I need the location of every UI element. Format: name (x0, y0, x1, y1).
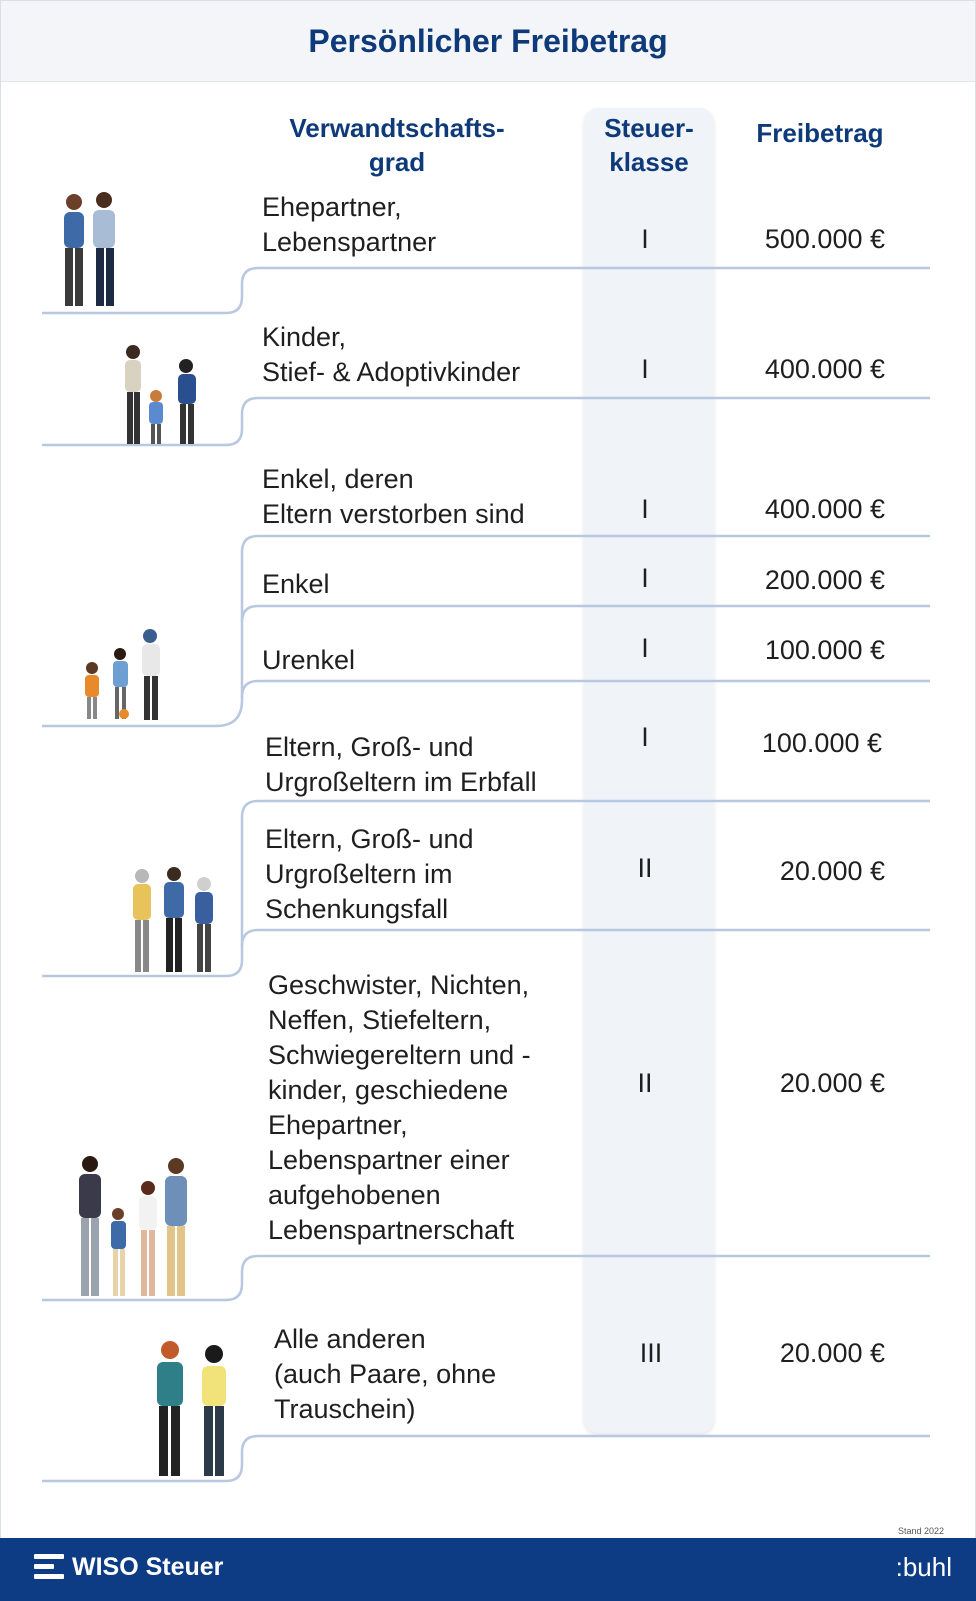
klasse-cell: I (641, 494, 649, 524)
betrag-cell: 20.000 € (779, 1068, 885, 1098)
betrag-cell: 500.000 € (764, 224, 885, 254)
betrag-cell: 100.000 € (761, 728, 882, 758)
wiso-logo-icon (34, 1552, 66, 1582)
relation-cell: Ehepartner, Lebenspartner (262, 192, 437, 257)
stand-note: Stand 2022 (898, 1526, 945, 1536)
page-title: Persönlicher Freibetrag (308, 22, 668, 59)
betrag-cell: 100.000 € (764, 635, 885, 665)
klasse-cell: I (641, 722, 649, 752)
divider-row-5 (242, 681, 930, 697)
divider-row-1 (42, 268, 930, 313)
klasse-cell: I (641, 224, 649, 254)
relation-cell: Enkel, deren Eltern verstorben sind (262, 464, 525, 529)
relation-cell: Geschwister, Nichten, Neffen, Stiefeltern, Schwiegereltern und - kinder, geschiedene Ehepartner, Lebenspartner einer aufgehobenen Lebenspartnerschaft (268, 970, 531, 1245)
brand-name: WISO Steuer (72, 1552, 224, 1581)
klasse-cell: III (639, 1338, 663, 1368)
relation-cell: Kinder, Stief- & Adoptivkinder (262, 322, 521, 387)
klasse-cell: I (641, 354, 649, 384)
betrag-cell: 20.000 € (779, 1338, 885, 1368)
relation-cell: Eltern, Groß- und Urgroßeltern im Erbfall (265, 732, 537, 797)
divider-row-7 (242, 930, 930, 946)
footer-bar (0, 1538, 976, 1601)
header-verwandtschaftsgrad: Verwandtschafts- grad (289, 113, 505, 177)
header-steuerklasse: Steuer- klasse (604, 113, 694, 177)
parent-child-illustration (118, 342, 214, 448)
couple-illustration (52, 188, 132, 314)
betrag-cell: 200.000 € (764, 565, 885, 595)
relation-cell: Enkel (262, 569, 330, 599)
betrag-cell: 400.000 € (764, 494, 885, 524)
header-freibetrag: Freibetrag (756, 118, 884, 148)
wiso-steuer-logo (34, 1552, 223, 1582)
relation-cell: Urenkel (262, 645, 356, 675)
extended-family-illustration (70, 1150, 198, 1302)
relation-cell: Eltern, Groß- und Urgroßeltern im Schenkungsfall (265, 824, 474, 924)
betrag-cell: 20.000 € (779, 856, 885, 886)
divider-row-4 (242, 606, 930, 622)
klasse-cell: I (641, 563, 649, 593)
klasse-cell: I (641, 633, 649, 663)
couple-without-marriage-illustration (146, 1338, 242, 1482)
grandchildren-illustration (80, 620, 172, 728)
elders-illustration (126, 866, 222, 978)
betrag-cell: 400.000 € (764, 354, 885, 384)
relation-cell: Alle anderen (auch Paare, ohne Trauschein) (274, 1324, 497, 1424)
buhl-logo: :buhl (895, 1552, 952, 1582)
klasse-cell: II (637, 853, 653, 883)
klasse-cell: II (637, 1068, 653, 1098)
